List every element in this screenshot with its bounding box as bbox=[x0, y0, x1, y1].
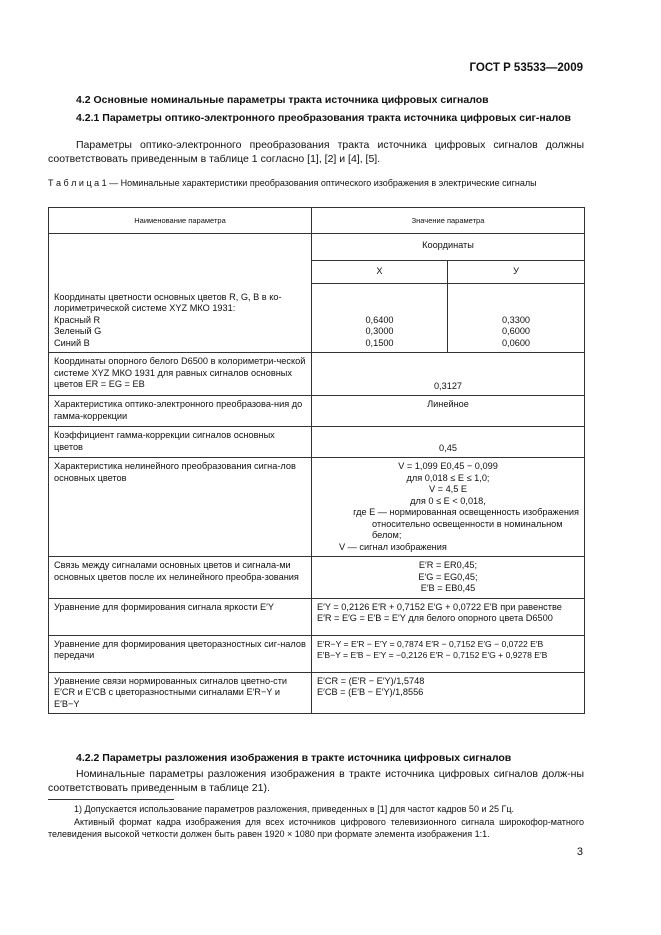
table-row bbox=[49, 353, 585, 396]
section-heading-4-2-2: 4.2.2 Параметры разложения изображения в тракте источника цифровых сигналов bbox=[76, 752, 512, 764]
row5-value: V = 1,099 E0,45 − 0,099 для 0,018 ≤ E ≤ 1,0; V = 4,5 E для 0 ≤ E < 0,018, где E — нормированная освещенность изображения относительно освещенности в номинальном белом; V — сигнал изображения bbox=[312, 458, 585, 557]
row4-name: Коэффициент гамма-коррекции сигналов основных цветов bbox=[49, 427, 312, 458]
row2-name: Координаты опорного белого D6500 в колориметри-ческой системе XYZ МКО 1931 для равных сигналов основных цветов ER = EG = EB bbox=[49, 353, 312, 396]
row8-value: E′R−Y = E′R − E′Y = 0,7874 E′R − 0,7152 E′G − 0,0722 E′B E′B−Y = E′B − E′Y = −0,2126 E′R − 0,7152 E′G + 0,9278 E′B bbox=[312, 635, 585, 672]
row7-value: E′Y = 0,2126 E′R + 0,7152 E′G + 0,0722 E′B при равенстве E′R = E′G = E′B = E′Y для белого опорного цвета D6500 bbox=[312, 598, 585, 635]
footnote-1: 1) Допускается использование параметров разложения, приведенных в [1] для частот кадров 50 и 25 Гц. bbox=[74, 804, 515, 814]
table-caption: Т а б л и ц а 1 — Номинальные характеристики преобразования оптического изображения в электрические сигналы bbox=[48, 178, 537, 188]
coord-y-header: У bbox=[448, 261, 585, 284]
row3-value: Линейное bbox=[312, 396, 585, 427]
coord-x-header: X bbox=[312, 261, 448, 284]
coord-x-values: 0,6400 0,3000 0,1500 bbox=[312, 284, 448, 353]
header-param-name: Наименование параметра bbox=[49, 208, 312, 234]
row8-name: Уравнение для формирования цветоразностных сиг-налов передачи bbox=[49, 635, 312, 672]
table-row bbox=[49, 396, 585, 427]
table-1 bbox=[48, 207, 585, 714]
row9-name: Уравнение связи нормированных сигналов цветно-сти E′CR и E′CB с цветоразностными сигналами E′R−Y и E′B−Y bbox=[49, 672, 312, 714]
footnote-2: Активный формат кадра изображения для всех источников цифрового телевизионного сигнала широкофор-матного телевидения высокой четкости должен быть равен 1920 × 1080 при формате элемента изображения 1:1. bbox=[48, 817, 584, 839]
footnote-divider bbox=[48, 799, 174, 800]
row2-value: 0,3127 bbox=[312, 353, 585, 396]
row6-value: E′R = ER0,45; E′G = EG0,45; E′B = EB0,45 bbox=[312, 557, 585, 599]
table-row bbox=[49, 557, 585, 599]
table-row bbox=[49, 635, 585, 672]
row7-name: Уравнение для формирования сигнала яркости E′Y bbox=[49, 598, 312, 635]
row6-name: Связь между сигналами основных цветов и сигнала-ми основных цветов после их нелинейного преобра-зования bbox=[49, 557, 312, 599]
row5-name: Характеристика нелинейного преобразования сигна-лов основных цветов bbox=[49, 458, 312, 557]
table-row bbox=[49, 427, 585, 458]
row9-value: E′CR = (E′R − E′Y)/1,5748 E′CB = (E′B − E′Y)/1,8556 bbox=[312, 672, 585, 714]
table-header-row bbox=[49, 208, 585, 234]
table-row bbox=[49, 598, 585, 635]
table-row bbox=[49, 672, 585, 714]
header-param-value: Значение параметра bbox=[312, 208, 585, 234]
page-number: 3 bbox=[576, 846, 583, 858]
table-row bbox=[49, 234, 585, 261]
table-row bbox=[49, 458, 585, 557]
standard-number: ГОСТ Р 53533—2009 bbox=[469, 62, 583, 74]
row3-name: Характеристика оптико-электронного преобразова-ния до гамма-коррекции bbox=[49, 396, 312, 427]
section-heading-4-2-1: 4.2.1 Параметры оптико-электронного преобразования тракта источника цифровых сиг-налов bbox=[76, 112, 571, 124]
paragraph-4-2-1: Параметры оптико-электронного преобразования тракта источника цифровых сигналов должны соответствовать приведенным в таблице 1 согласно [1], [2] и [4], [5]. bbox=[48, 139, 584, 165]
coord-y-values: 0,3300 0,6000 0,0600 bbox=[448, 284, 585, 353]
coords-subheader: Координаты bbox=[312, 234, 585, 261]
row4-value: 0,45 bbox=[312, 427, 585, 458]
row1-name: Координаты цветности основных цветов R, G, B в ко- лориметрической системе XYZ МКО 1931: Красный R Зеленый G Синий B bbox=[49, 234, 312, 353]
section-heading-4-2: 4.2 Основные номинальные параметры тракта источника цифровых сигналов bbox=[76, 94, 489, 106]
paragraph-4-2-2: Номинальные параметры разложения изображения в тракте источника цифровых сигналов долж-ны соответствовать приведенным в таблице 21). bbox=[48, 768, 584, 794]
